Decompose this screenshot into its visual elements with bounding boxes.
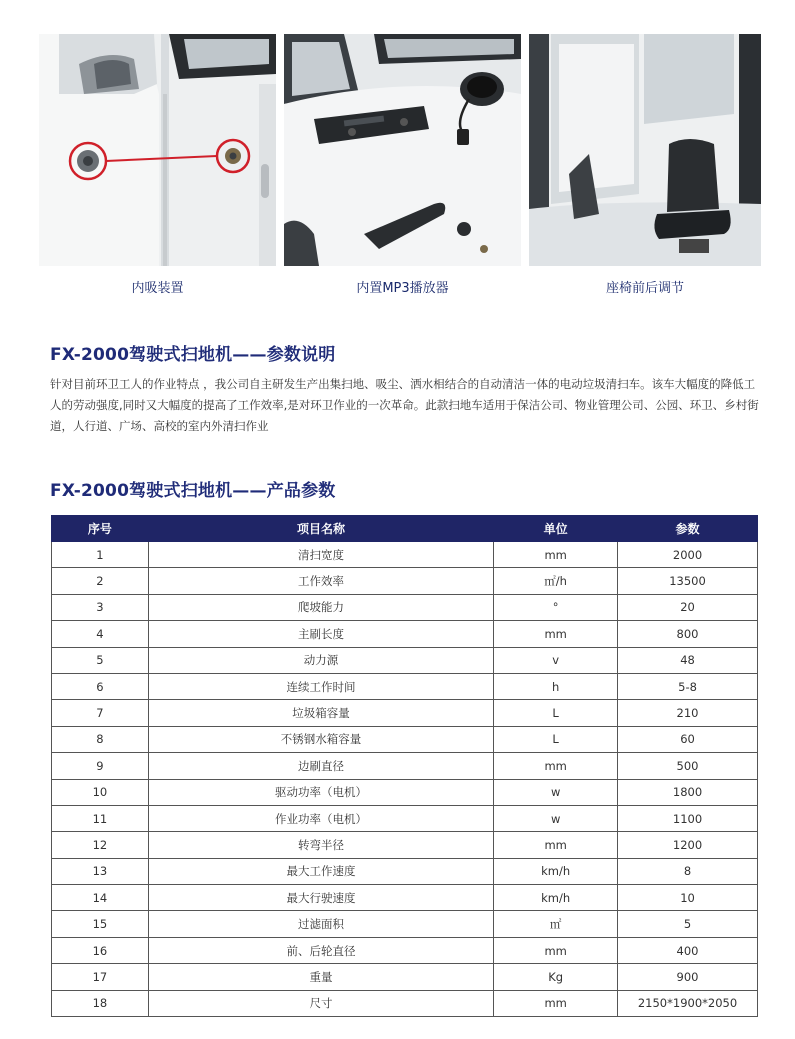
cell-value: 1200 <box>618 832 758 858</box>
table-row <box>52 832 758 858</box>
cell-unit: ㎡ <box>494 911 618 937</box>
cell-value: 13500 <box>618 568 758 594</box>
table-row <box>52 700 758 726</box>
photo-strip <box>39 34 761 266</box>
cell-unit: ㎡/h <box>494 568 618 594</box>
cell-value: 10 <box>618 885 758 911</box>
cell-value: 1800 <box>618 779 758 805</box>
section-title-parameters: FX-2000驾驶式扫地机——产品参数 <box>50 481 336 501</box>
section-title-description: FX-2000驾驶式扫地机——参数说明 <box>50 345 336 365</box>
table-row <box>52 568 758 594</box>
cell-index: 7 <box>52 700 149 726</box>
cell-index: 16 <box>52 937 149 963</box>
cell-index: 10 <box>52 779 149 805</box>
cell-value: 800 <box>618 621 758 647</box>
table-row <box>52 858 758 884</box>
header-item-name: 项目名称 <box>148 516 493 542</box>
cell-index: 5 <box>52 647 149 673</box>
cell-unit: v <box>494 647 618 673</box>
photo-caption-mp3: 内置MP3播放器 <box>356 281 449 296</box>
cell-value: 48 <box>618 647 758 673</box>
cell-unit: mm <box>494 832 618 858</box>
cell-index: 4 <box>52 621 149 647</box>
cell-item-name: 垃圾箱容量 <box>148 700 493 726</box>
table-row <box>52 911 758 937</box>
header-value: 参数 <box>618 516 758 542</box>
cell-item-name: 重量 <box>148 964 493 990</box>
cell-index: 6 <box>52 673 149 699</box>
cell-item-name: 过滤面积 <box>148 911 493 937</box>
cell-item-name: 工作效率 <box>148 568 493 594</box>
cell-item-name: 驱动功率（电机） <box>148 779 493 805</box>
cell-value: 2000 <box>618 542 758 568</box>
cell-value: 60 <box>618 726 758 752</box>
table-row <box>52 937 758 963</box>
table-row <box>52 542 758 568</box>
cell-item-name: 动力源 <box>148 647 493 673</box>
mp3-player-photo <box>284 34 521 266</box>
cell-item-name: 最大工作速度 <box>148 858 493 884</box>
cell-value: 500 <box>618 753 758 779</box>
suction-device-photo <box>39 34 276 266</box>
cell-unit: L <box>494 726 618 752</box>
cell-index: 18 <box>52 990 149 1016</box>
table-row <box>52 990 758 1016</box>
cell-index: 12 <box>52 832 149 858</box>
cell-unit: w <box>494 779 618 805</box>
cell-index: 15 <box>52 911 149 937</box>
cell-index: 3 <box>52 594 149 620</box>
cell-item-name: 转弯半径 <box>148 832 493 858</box>
cell-unit: mm <box>494 753 618 779</box>
cell-item-name: 主刷长度 <box>148 621 493 647</box>
cell-index: 9 <box>52 753 149 779</box>
cell-index: 11 <box>52 805 149 831</box>
header-index: 序号 <box>52 516 149 542</box>
cell-value: 900 <box>618 964 758 990</box>
cell-index: 8 <box>52 726 149 752</box>
cell-unit: mm <box>494 937 618 963</box>
cell-index: 17 <box>52 964 149 990</box>
table-row <box>52 753 758 779</box>
table-row <box>52 673 758 699</box>
cell-index: 1 <box>52 542 149 568</box>
parameter-table <box>51 515 758 1017</box>
table-body <box>52 542 758 1017</box>
cell-unit: Kg <box>494 964 618 990</box>
cell-unit: mm <box>494 542 618 568</box>
cell-unit: ° <box>494 594 618 620</box>
cell-unit: mm <box>494 990 618 1016</box>
cell-unit: h <box>494 673 618 699</box>
table-row <box>52 647 758 673</box>
cell-unit: w <box>494 805 618 831</box>
cell-item-name: 清扫宽度 <box>148 542 493 568</box>
description-paragraph: 针对目前环卫工人的作业特点 ，我公司自主研发生产出集扫地、吸尘、洒水相结合的自动清洁一体的电动垃圾清扫车。该车大幅度的降低工人的劳动强度,同时又大幅度的提高了工作效率,是对环卫作业的一次革命。此款扫地车适用于保洁公司、物业管理公司、公园、环卫、乡村街道，人行道、广场、高校的室内外清扫作业 <box>50 377 759 433</box>
cell-index: 2 <box>52 568 149 594</box>
cell-item-name: 爬坡能力 <box>148 594 493 620</box>
cell-item-name: 最大行驶速度 <box>148 885 493 911</box>
photo-caption-suction: 内吸装置 <box>131 281 184 296</box>
table-row <box>52 621 758 647</box>
cell-index: 14 <box>52 885 149 911</box>
cell-unit: L <box>494 700 618 726</box>
photo-caption-seat: 座椅前后调节 <box>605 281 684 296</box>
cell-value: 5-8 <box>618 673 758 699</box>
cell-item-name: 作业功率（电机） <box>148 805 493 831</box>
cell-item-name: 不锈钢水箱容量 <box>148 726 493 752</box>
table-row <box>52 726 758 752</box>
cell-item-name: 尺寸 <box>148 990 493 1016</box>
table-row <box>52 964 758 990</box>
table-row <box>52 779 758 805</box>
cell-value: 1100 <box>618 805 758 831</box>
header-unit: 单位 <box>494 516 618 542</box>
table-row <box>52 594 758 620</box>
table-row <box>52 805 758 831</box>
cell-item-name: 边刷直径 <box>148 753 493 779</box>
cell-item-name: 前、后轮直径 <box>148 937 493 963</box>
cell-unit: km/h <box>494 885 618 911</box>
cell-value: 8 <box>618 858 758 884</box>
table-row <box>52 885 758 911</box>
cell-value: 210 <box>618 700 758 726</box>
seat-adjust-photo <box>529 34 761 266</box>
cell-value: 5 <box>618 911 758 937</box>
cell-value: 20 <box>618 594 758 620</box>
cell-unit: mm <box>494 621 618 647</box>
cell-value: 2150*1900*2050 <box>618 990 758 1016</box>
cell-value: 400 <box>618 937 758 963</box>
cell-unit: km/h <box>494 858 618 884</box>
cell-index: 13 <box>52 858 149 884</box>
cell-item-name: 连续工作时间 <box>148 673 493 699</box>
table-header-row <box>52 516 758 542</box>
